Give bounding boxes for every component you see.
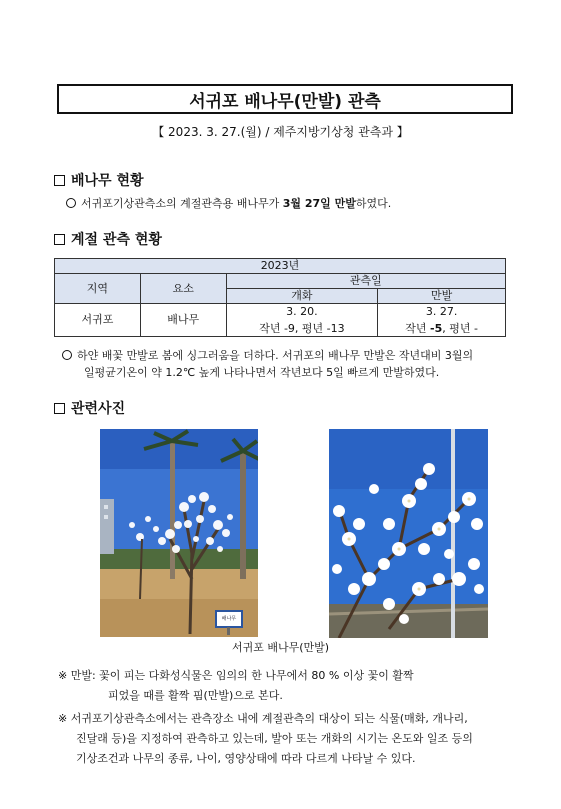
square-bullet-icon [54,403,65,414]
section-heading-seasonal-observation [54,229,162,249]
section2-note [62,347,532,381]
section-heading-text: 배나무 현황 [71,173,144,189]
table-header-element: 요소 [140,274,226,304]
photo-pear-tree-garden [100,429,258,637]
dateline: 【 2023. 3. 27.(월) / 제주지방기상청 관측과 】 [152,125,409,139]
full-diff-text: , 평년 - [442,321,478,335]
square-bullet-icon [54,234,65,245]
full-bloom-diff [378,322,505,336]
note-line: 만발: 꽃이 피는 다화성식물은 임의의 한 나무에서 80 % 이상 꽃이 활짝 [70,669,414,682]
document-title-text: 서귀포 배나무(만발) 관측 [189,91,381,112]
photo-pear-tree-garden-image [100,429,258,637]
photo-caption: 서귀포 배나무(만발) [231,641,330,654]
table-cell-full-bloom [378,304,506,337]
photo-pear-blossoms-closeup [329,429,488,638]
table-cell-region: 서귀포 [55,304,141,337]
section-heading-pear-status [54,170,144,190]
paragraph-bold-text: 3월 27일 만발 [282,197,356,210]
section1-paragraph [66,195,391,212]
document-title [57,84,513,114]
table-cell-bloom [226,304,378,337]
photo-pear-blossoms-closeup-image [329,429,488,638]
bloom-diff: 작년 -9, 평년 -13 [259,321,345,335]
pear-tree-sign: 배나무 [221,616,237,622]
note-mark: ※ [58,712,68,725]
section-heading-text: 계절 관측 현황 [71,232,162,248]
section-heading-photos [54,398,125,418]
square-bullet-icon [54,175,65,186]
section-heading-text: 관련사진 [71,401,126,417]
table-header-observation-day: 관측일 [226,274,505,289]
note-line: 진달래 등)을 지정하여 관측하고 있는데, 발아 또는 개화의 시기는 온도와 일조 등의 [76,732,473,745]
note-line: 피었을 때를 활짝 핌(만발)으로 본다. [108,689,283,702]
table-cell-element: 배나무 [140,304,226,337]
note-line: 일평균기온이 약 1.2℃ 높게 나타나면서 작년보다 5일 빠르게 만발하였다. [84,366,440,379]
full-diff-text: 작년 [405,321,431,335]
footnote-2 [58,709,533,769]
table-header-full-bloom: 만발 [378,289,506,304]
table-row [55,304,506,337]
footnote-1 [58,666,528,706]
paragraph-text: 하였다. [355,197,392,210]
note-line: 기상조건과 나무의 종류, 나이, 영양상태에 따라 다르게 나타날 수 있다. [76,752,416,765]
table-header-bloom: 개화 [226,289,378,304]
table-header-region: 지역 [55,274,141,304]
bloom-date: 3. 20. [286,304,318,318]
note-line: 하얀 배꽃 만발로 봄에 싱그러움을 더하다. 서귀포의 배나무 만발은 작년대비 3월의 [77,349,474,362]
observation-table [54,258,506,337]
circle-bullet-icon [62,350,72,360]
full-bloom-date: 3. 27. [425,304,458,318]
circle-bullet-icon [66,198,76,208]
table-year-header: 2023년 [55,259,506,274]
paragraph-text: 서귀포기상관측소의 계절관측용 배나무가 [81,197,283,210]
note-mark: ※ [58,669,68,682]
note-line: 서귀포기상관측소에서는 관측장소 내에 계절관측의 대상이 되는 식물(매화, 개나리, [70,712,468,725]
full-diff-bold: -5 [430,321,443,335]
